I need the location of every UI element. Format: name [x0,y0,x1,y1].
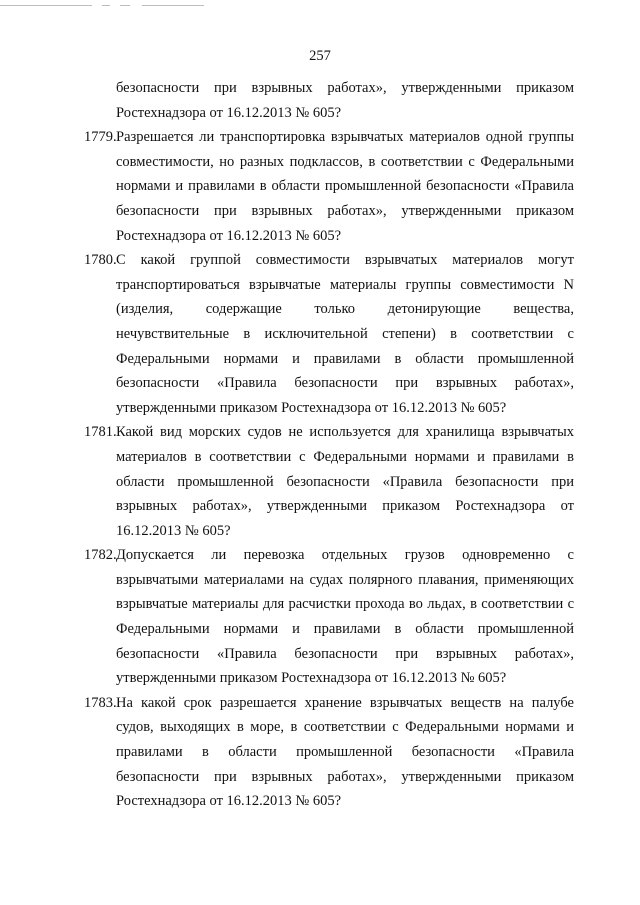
question-number: 1779. [84,129,117,146]
question-text: На какой срок разрешается хранение взрывчатых веществ на палубе судов, выходящих в море, в соответствии с Федеральными нормами и правилами в области промышленной безопасности «Правила безопасности при взрывных работах», утвержденными приказом Ростехнадзора от 16.12.2013 № 605? [116,694,574,810]
question-number: 1783. [84,694,117,711]
page-number: 257 [309,48,331,64]
scan-edge-line [102,5,110,6]
scan-edge-line [120,5,130,6]
question-item [84,125,574,248]
question-item [84,420,574,543]
question-number: 1780. [84,252,117,269]
question-number: 1781. [84,424,117,441]
question-item [84,248,574,420]
question-item [84,543,574,691]
question-number: 1782. [84,547,117,564]
question-text: Какой вид морских судов не используется для хранилища взрывчатых материалов в соответствии с Федеральными нормами и правилами в области промышленной безопасности «Правила безопасности при взрывных работах», утвержденными приказом Ростехнадзора от 16.12.2013 № 605? [116,424,574,539]
document-body [84,76,574,814]
question-text: С какой группой совместимости взрывчатых материалов могут транспортироваться взрывчатые материалы группы совместимости N (изделия, содержащие только детонирующие вещества, нечувствительные в исключительной степени) в соответствии с Федеральными нормами и правилами в области промышленной безопасности «Правила безопасности при взрывных работах», утвержденными приказом Ростехнадзора от 16.12.2013 № 605? [116,252,574,416]
continued-paragraph: безопасности при взрывных работах», утвержденными приказом Ростехнадзора от 16.12.2013 № 605? [116,80,574,121]
question-item [84,691,574,814]
question-text: Допускается ли перевозка отдельных грузов одновременно с взрывчатыми материалами на судах полярного плавания, применяющих взрывчатые материалы для расчистки прохода во льдах, в соответствии с Федеральными нормами и правилами в области промышленной безопасности «Правила безопасности при взрывных работах», утвержденными приказом Ростехнадзора от 16.12.2013 № 605? [116,547,574,687]
question-text: Разрешается ли транспортировка взрывчатых материалов одной группы совместимости, но разных подклассов, в соответствии с Федеральными нормами и правилами в области промышленной безопасности «Правила безопасности при взрывных работах», утвержденными приказом Ростехнадзора от 16.12.2013 № 605? [116,129,574,244]
scan-edge-line [0,5,92,6]
scan-edge-line [142,5,204,6]
